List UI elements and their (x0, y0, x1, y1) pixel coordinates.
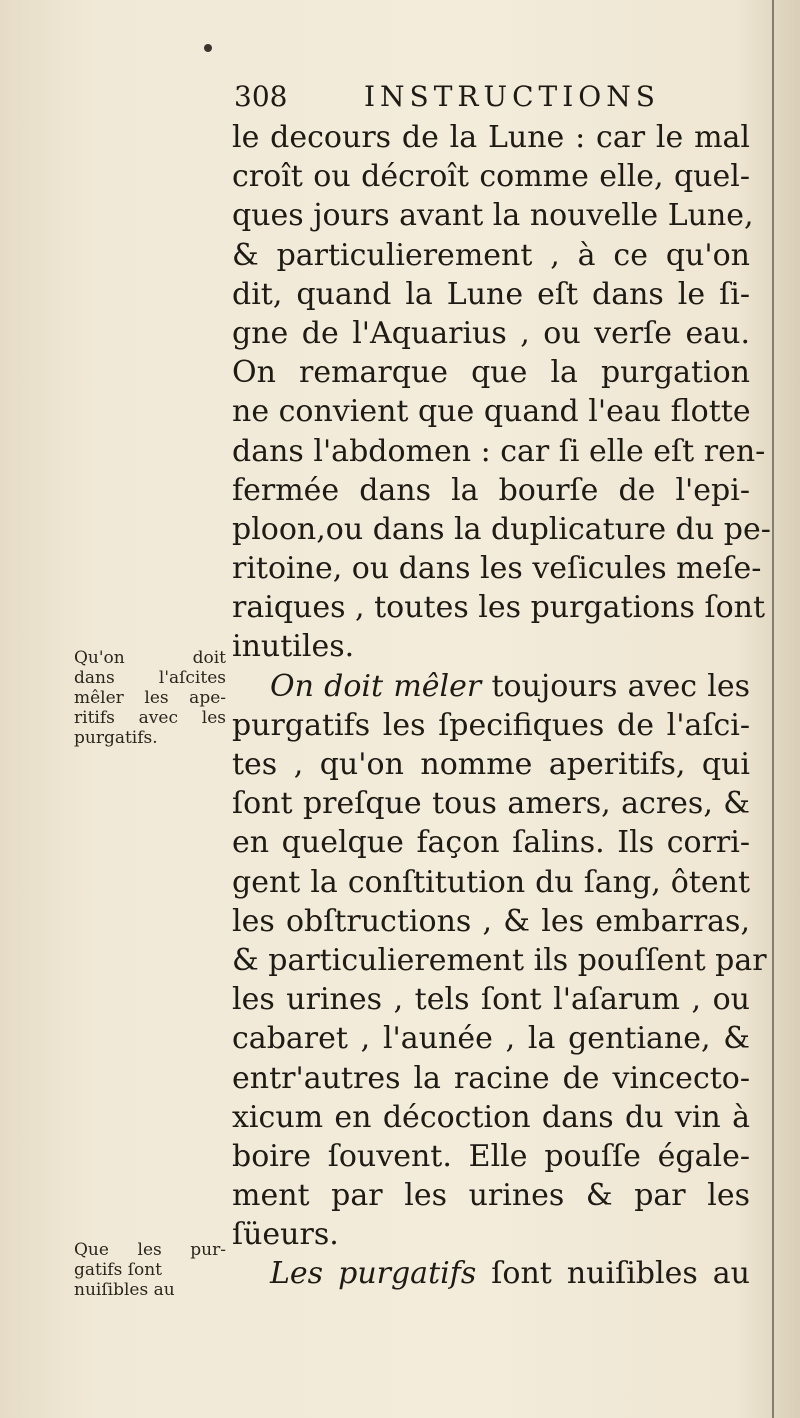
margin-note-line: purgatifs. (74, 728, 158, 748)
margin-note-line: dans l'aſcites (74, 668, 226, 688)
running-title: INSTRUCTIONS (364, 80, 660, 113)
page-number: 308 (234, 80, 288, 113)
text-line: boire ſouvent. Elle pouſſe égale- (232, 1138, 750, 1174)
page-edge-shadow (772, 0, 774, 1418)
margin-note-line: nuiſibles au (74, 1280, 175, 1300)
text-line: tes , qu'on nomme aperitifs, qui (232, 747, 750, 782)
text-line: gent la conſtitution du ſang, ôtent (232, 864, 750, 900)
text-line: On remarque que la purgation (232, 355, 750, 391)
margin-note-line: gatifs ſont (74, 1260, 163, 1280)
main-text (232, 118, 771, 1294)
margin-note (74, 648, 226, 748)
text-line: croît ou décroît comme elle, quel- (232, 159, 750, 195)
text-line: dans l'abdomen : car ſi elle eſt ren- (232, 433, 766, 469)
text-line: ſont preſque tous amers, acres, & (232, 786, 750, 822)
text-line: ſüeurs. (232, 1217, 339, 1253)
text-line: & particulierement , à ce qu'on (232, 237, 750, 273)
italic-lead: Les purgatifs (270, 1256, 477, 1292)
text-line: ques jours avant la nouvelle Lune, (232, 198, 754, 234)
page-header (234, 80, 754, 120)
margin-note-line: Qu'on doit (74, 648, 226, 668)
ink-mark (204, 44, 212, 52)
text-line: inutiles. (232, 629, 355, 665)
line-rest: ſont nuiſibles au (476, 1256, 750, 1292)
text-line: ploon,ou dans la duplicature du pe- (232, 511, 771, 547)
text-line: les urines , tels ſont l'aſarum , ou (232, 982, 750, 1018)
text-line: cabaret , l'aunée , la gentiane, & (232, 1021, 750, 1057)
text-line: ne convient que quand l'eau flotte (232, 394, 751, 430)
text-line: les obſtructions , & les embarras, (232, 903, 750, 939)
margin-note (74, 1240, 226, 1300)
text-line: le decours de la Lune : car le mal (232, 120, 750, 155)
margin-note-line: mêler les ape- (74, 688, 226, 708)
text-line: ritoine, ou dans les veſicules meſe- (232, 551, 762, 587)
text-line: dit, quand la Lune eſt dans le ſi- (232, 276, 750, 312)
italic-lead: On doit mêler (270, 668, 482, 704)
paragraph-opening-line (232, 1254, 750, 1293)
text-line: en quelque façon ſalins. Ils corri- (232, 825, 750, 861)
text-line: purgatifs les ſpecifiques de l'aſci- (232, 707, 750, 743)
text-line: entr'autres la racine de vincecto- (232, 1060, 750, 1096)
text-line: xicum en décoction dans du vin à (232, 1099, 750, 1135)
text-line: raiques , toutes les purgations ſont (232, 590, 766, 626)
text-line: ment par les urines & par les (232, 1178, 750, 1214)
line-rest: toujours avec les (481, 668, 750, 704)
text-line: fermée dans la bourſe de l'epi- (232, 472, 750, 508)
text-line: & particulierement ils pouſſent par (232, 942, 767, 978)
text-line: gne de l'Aquarius , ou verſe eau. (232, 315, 750, 351)
margin-note-line: Que les pur- (74, 1240, 226, 1260)
paragraph-opening-line (232, 667, 750, 706)
margin-note-line: ritifs avec les (74, 708, 226, 728)
